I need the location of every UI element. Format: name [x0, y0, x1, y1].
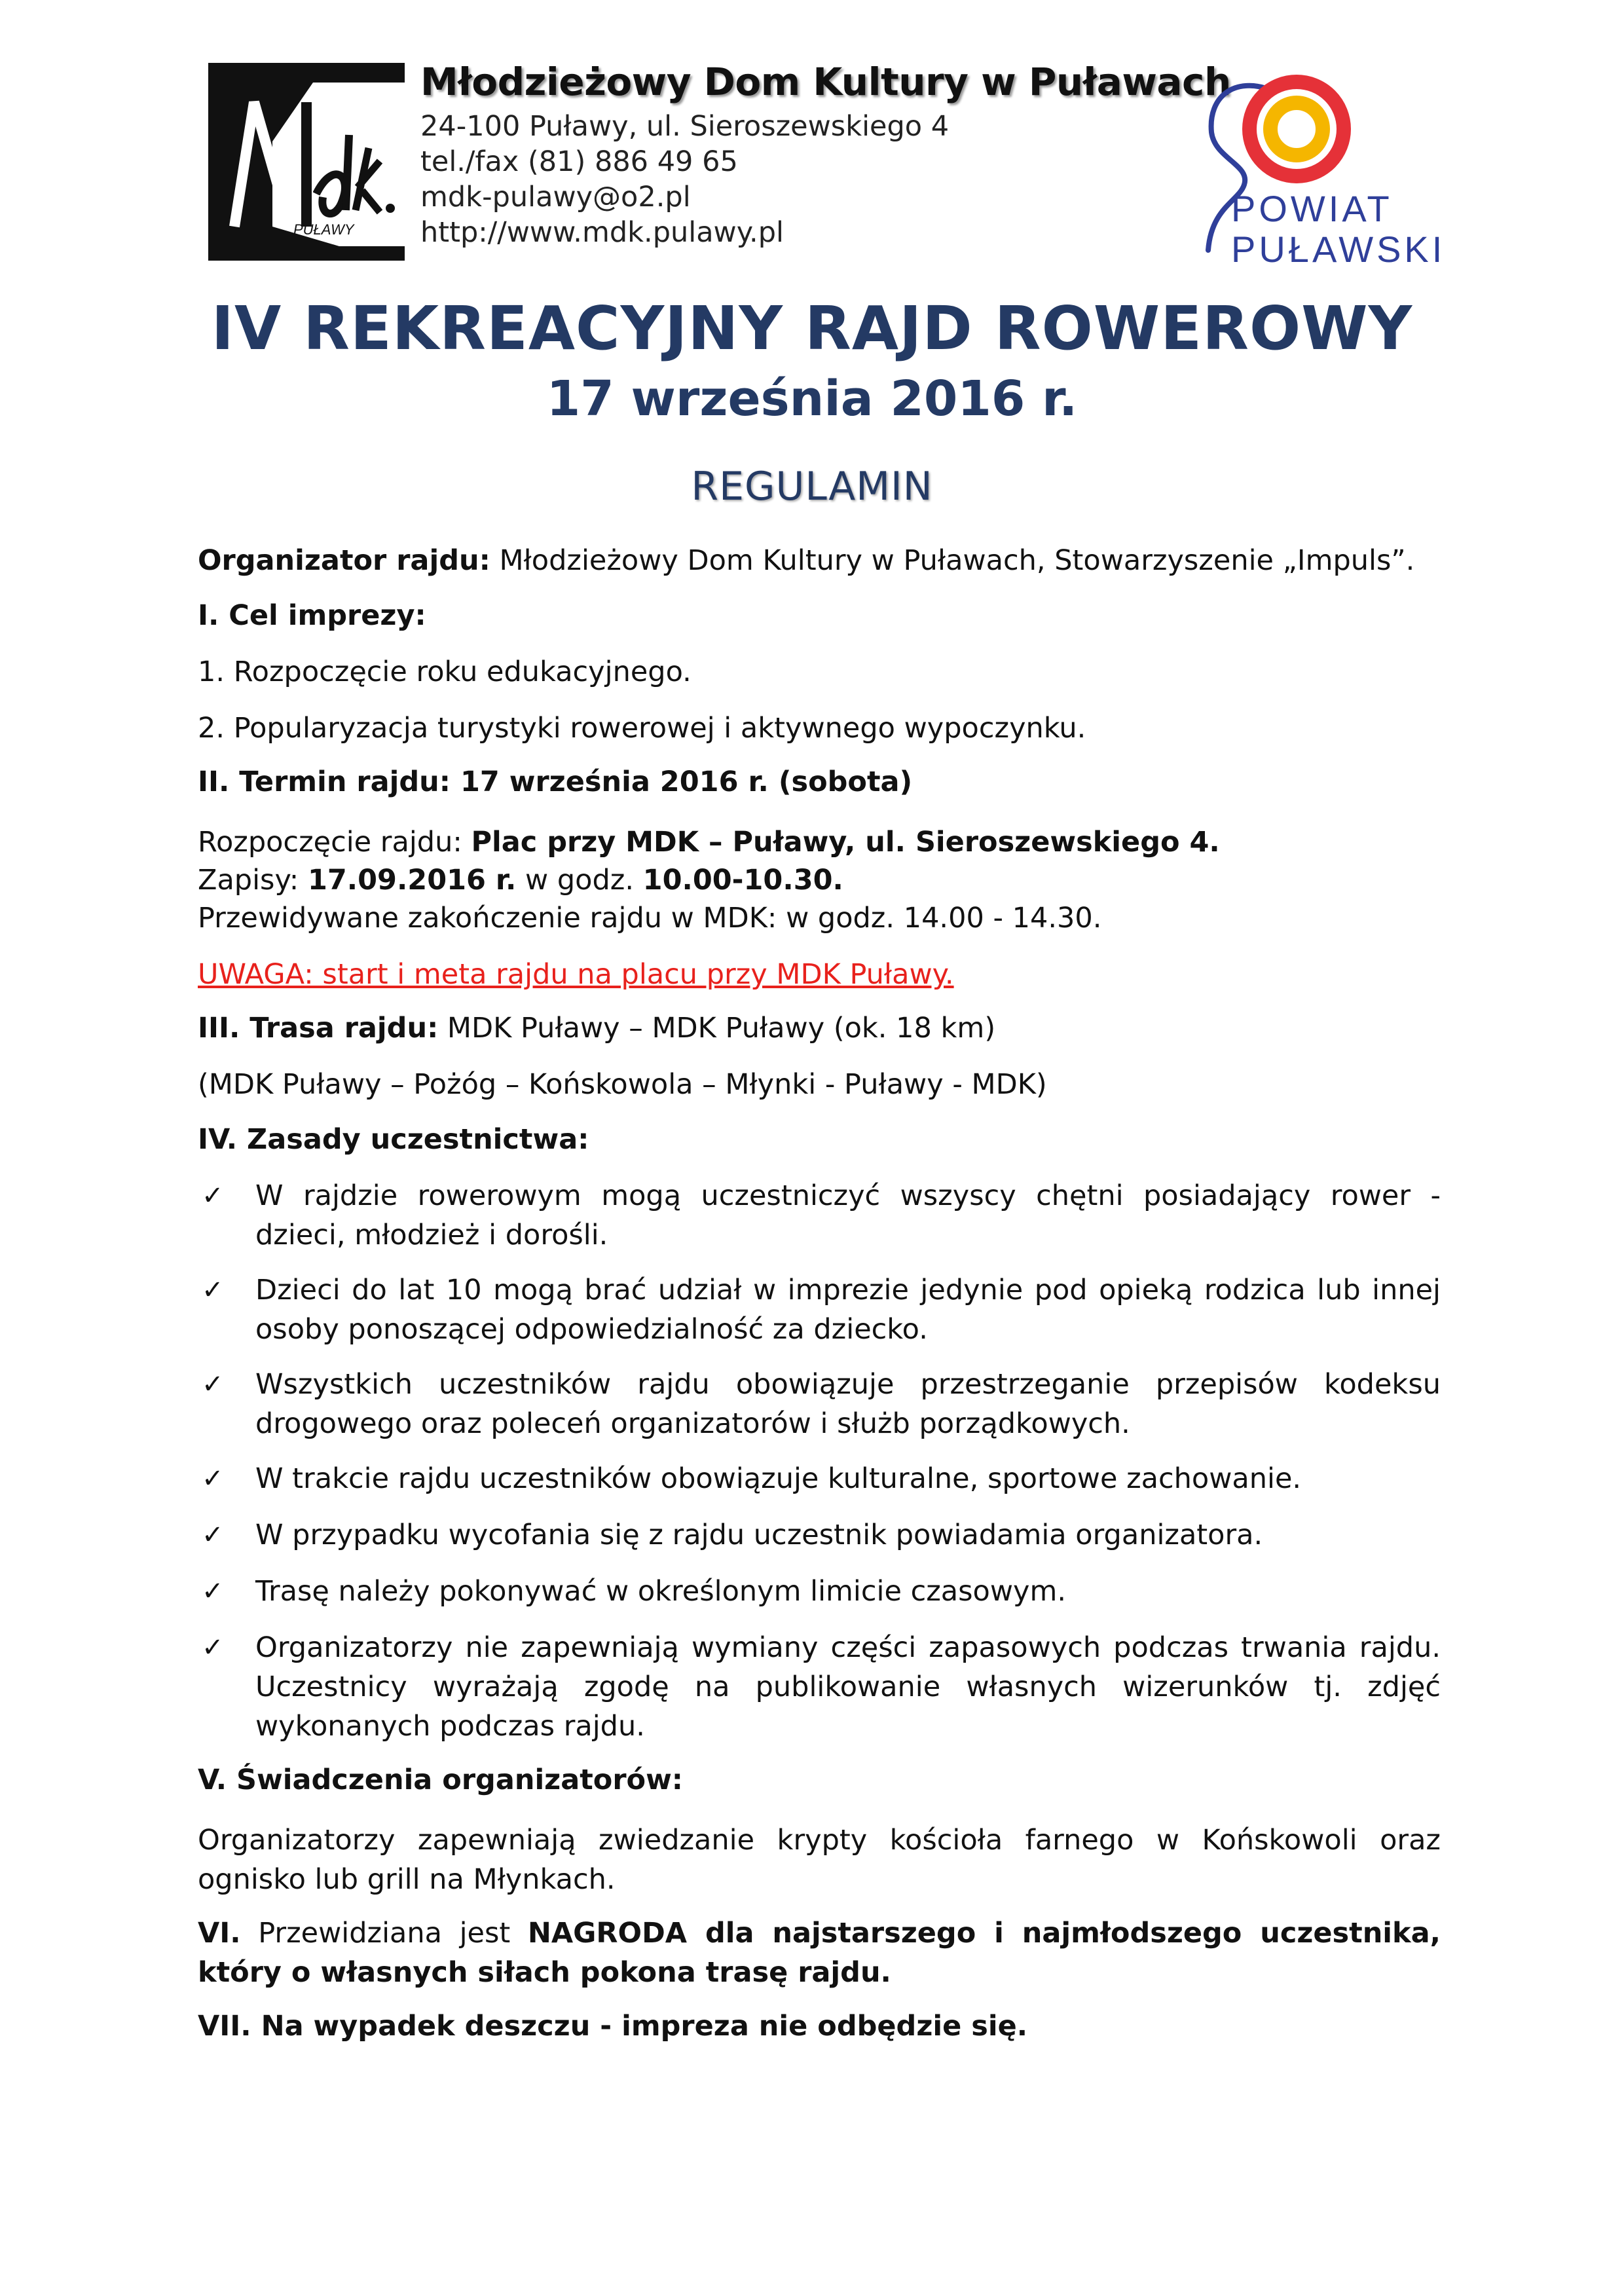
rule-5: W przypadku wycofania się z rajdu uczestnik powiadamia organizatora. [255, 1519, 1263, 1551]
section-1-item-1: 1. Rozpoczęcie roku edukacyjnego. [198, 656, 692, 688]
section-5-text: Organizatorzy zapewniają zwiedzanie krypty kościoła farnego w Końskowoli oraz ognisko lub grill na Młynkach. [198, 1824, 1441, 1896]
powiat-logo-line2: PUŁAWSKI [1231, 229, 1446, 270]
section-6-text [198, 1914, 1441, 1992]
rule-4: W trakcie rajdu uczestników obowiązuje kulturalne, sportowe zachowanie. [255, 1462, 1302, 1495]
rule-6: Trasę należy pokonywać w określonym limicie czasowym. [255, 1575, 1067, 1608]
start-line [198, 823, 1220, 862]
section-5-heading: V. Świadczenia organizatorów: [198, 1764, 683, 1796]
organization-website[interactable]: http://www.mdk.pulawy.pl [420, 216, 784, 249]
organization-phone: tel./fax (81) 886 49 65 [420, 145, 738, 178]
registration-line [198, 861, 843, 900]
registration-label: Zapisy: [198, 864, 308, 897]
route-line [198, 1009, 995, 1048]
mdk-logo [208, 63, 405, 261]
rule-1: W rajdzie rowerowym mogą uczestniczyć wszyscy chętni posiadający rower - dzieci, młodzież i dorośli. [255, 1179, 1441, 1251]
powiat-logo-text [1231, 189, 1445, 270]
start-label: Rozpoczęcie rajdu: [198, 826, 471, 859]
check-icon: ✓ [202, 1369, 224, 1399]
route-summary: MDK Puławy – MDK Puławy (ok. 18 km) [438, 1012, 996, 1045]
warning-note: UWAGA: start i meta rajdu na placu przy MDK Puławy. [198, 958, 954, 991]
registration-time: 10.00-10.30. [642, 864, 843, 897]
section-1-item-2: 2. Popularyzacja turystyki rowerowej i aktywnego wypoczynku. [198, 712, 1086, 745]
section-1-heading: I. Cel imprezy: [198, 599, 426, 632]
section-7-text: VII. Na wypadek deszczu - impreza nie odbędzie się. [198, 2010, 1028, 2043]
organization-address: 24-100 Puławy, ul. Sieroszewskiego 4 [420, 110, 950, 143]
organizer-text: Młodzieżowy Dom Kultury w Puławach, Stowarzyszenie „Impuls”. [490, 544, 1415, 577]
rule-3: Wszystkich uczestników rajdu obowiązuje przestrzeganie przepisów kodeksu drogowego oraz poleceń organizatorów i służb porządkowych. [255, 1368, 1441, 1440]
check-icon: ✓ [202, 1520, 224, 1550]
regulations-heading: REGULAMIN [691, 464, 933, 509]
event-date: 17 września 2016 r. [546, 371, 1078, 427]
section-2-heading: II. Termin rajdu: 17 września 2016 r. (sobota) [198, 766, 913, 798]
start-place: Plac przy MDK – Puławy, ul. Sieroszewskiego 4. [471, 826, 1220, 859]
registration-date: 17.09.2016 r. [307, 864, 517, 897]
route-detail: (MDK Puławy – Pożóg – Końskowola – Młynki - Puławy - MDK) [198, 1068, 1047, 1101]
rule-2: Dzieci do lat 10 mogą brać udział w imprezie jedynie pod opieką rodzica lub innej osoby ponoszącej odpowiedzialność za dziecko. [255, 1274, 1441, 1346]
powiat-logo-line1: POWIAT [1231, 188, 1393, 229]
check-icon: ✓ [202, 1576, 224, 1606]
check-icon: ✓ [202, 1464, 224, 1494]
section-6-mid: Przewidziana jest [240, 1917, 528, 1950]
mdk-logo-subtext: PUŁAWY [293, 221, 354, 238]
end-time-line: Przewidywane zakończenie rajdu w MDK: w godz. 14.00 - 14.30. [198, 902, 1102, 935]
section-6-label: VI. [198, 1917, 241, 1950]
check-icon: ✓ [202, 1275, 224, 1305]
check-icon: ✓ [202, 1633, 224, 1663]
registration-mid: w godz. [516, 864, 643, 897]
section-6-award: NAGRODA dla najstarszego i najmłodszego uczestnika, który o własnych siłach pokona trasę rajdu. [198, 1917, 1441, 1989]
organization-email[interactable]: mdk-pulawy@o2.pl [420, 181, 691, 213]
route-label: III. Trasa rajdu: [198, 1012, 439, 1045]
rule-7: Organizatorzy nie zapewniają wymiany części zapasowych podczas trwania rajdu. Uczestnicy wyrażają zgodę na publikowanie własnych wizerunków tj. zdjęć wykonanych podczas rajdu. [255, 1631, 1441, 1743]
section-4-heading: IV. Zasady uczestnictwa: [198, 1123, 589, 1156]
organization-name: Młodzieżowy Dom Kultury w Puławach [420, 60, 1231, 104]
event-title: IV REKREACYJNY RAJD ROWEROWY [211, 293, 1413, 363]
organization-contact [420, 58, 1231, 250]
organizer-label: Organizator rajdu: [198, 544, 490, 577]
organizer-line [198, 541, 1414, 580]
check-icon: ✓ [202, 1181, 224, 1211]
